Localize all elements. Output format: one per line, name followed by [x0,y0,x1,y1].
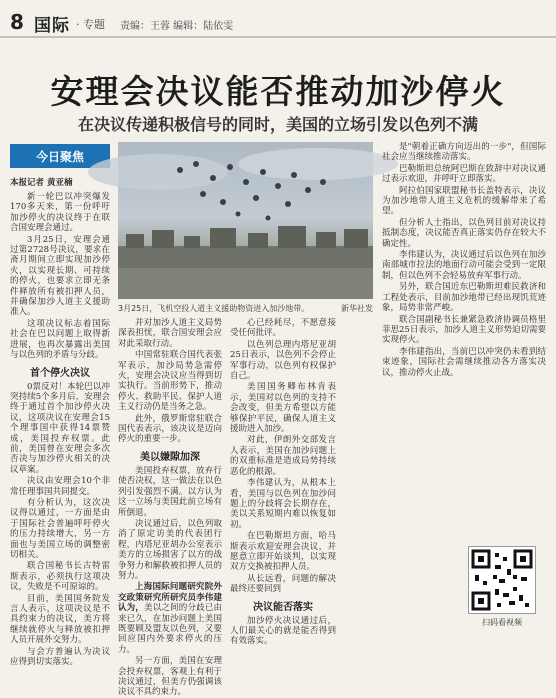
paragraph: 中国常驻联合国代表张军表示，加沙局势急需停火，安理会决议应当得到切实执行。当前形势下，推动停火、救助平民、保护人道主义行动仍是当务之急。 [118,350,222,413]
paragraph: 是"朝着正确方向迈出的一步"，但国际社会应当继续推动落实。 [382,142,546,163]
paragraph: 目前，美国国务院发言人表示，这项决议是不具约束力的决议，美方将继续就停火与释放被扣押人员开展外交努力。 [10,593,110,646]
paragraph: 决议通过后，以色列取消了原定访美的代表团行程，内塔尼亚胡办公室表示美方的立场损害了以方的战争努力和解救被扣押人员的努力。 [118,518,222,581]
today-focus-label: 今日聚焦 [35,150,84,164]
qr-code-block[interactable] [457,546,547,638]
header-rule [0,36,556,38]
photo-credit: 新华社发 [341,304,373,313]
editors-line: 责编：王蓉 编辑：陆依雯 [120,21,234,32]
photo-caption-text: 3月25日，飞机空投人道主义援助物资进入加沙地带。 [118,304,310,313]
paragraph: 0票反对！本轮巴以冲突持续5个多月后，安理会终于通过首个加沙停火决议，这项决议在安理会15个理事国中获得14票赞成，美国投弃权票。此前，美国曾在安理会多次否决与加沙停火相关的决议草案。 [10,381,110,475]
section-heading-rift: 美以嫌隙加深 [140,451,200,463]
paragraph: 美国投弃权票，放弃行使否决权，这一做法在以色列引发强烈不满。以方认为这一立场与美国此前立场有所倒退。 [118,465,222,518]
subheadline: 在决议传递积极信号的同时，美国的立场引发以色列不满 [77,115,478,134]
paragraph: 决议由安理会10个非常任理事国共同提交。 [10,476,110,497]
special-tag: · 专题 [76,18,105,31]
byline: 本报记者 黄亚楠 [10,178,73,188]
paragraph [118,582,222,655]
paragraph: 有分析认为，这次决议得以通过，一方面是由于国际社会普遍呼吁停火的压力持续增大，另一方面也与美国立场的调整密切相关。 [10,497,110,560]
paragraph-text: 美以之间的分歧已由来已久，在加沙问题上美国既要顾及盟友以色列，又要回应国内外要求停火的压力。 [118,603,222,655]
paragraph: 从长远看，问题的解决最终还要回到 [230,573,336,595]
paragraph: 联合国秘书长古特雷斯表示，必须执行这项决议，失败是不可原谅的。 [10,561,110,593]
paragraph: 在巴勒斯坦方面，哈马斯表示欢迎安理会决议，并愿意立即开始谈判，以实现双方交换被扣押人员。 [230,531,336,573]
paragraph: 但分析人士指出，以色列目前对决议持抵制态度，决议能否真正落实仍存在较大不确定性。 [382,217,546,249]
paragraph: 新一轮巴以冲突爆发170多天来，第一份呼吁加沙停火的决议终于在联合国安理会通过。 [10,192,110,234]
paragraph: 阿拉伯国家联盟秘书长盖特表示，决议为加沙地带人道主义危机的缓解带来了希望。 [382,185,546,217]
paragraph: 巴勒斯坦总统阿巴斯在致辞中对决议通过表示欢迎，并呼吁立即落实。 [382,163,546,185]
paragraph: 此外，俄罗斯常驻联合国代表表示，该决议是迈向停火的重要一步。 [118,413,222,445]
page-number: 8 [10,10,24,34]
article-column-4 [382,142,546,540]
airdrop-scene-image [118,142,373,299]
paragraph: 另外，联合国近东巴勒斯坦难民救济和工程处表示，目前加沙地带已经出现饥荒迹象，局势非常严峻。 [382,282,546,314]
paragraph: 心已经耗尽，不愿意接受任何批评。 [230,318,336,339]
paragraph: 对此，伊朗外交部发言人表示，美国在加沙问题上的双重标准是造成局势持续恶化的根源。 [230,435,336,477]
news-photo [118,142,373,299]
paragraph: 加沙停火决议通过后，人们最关心的就是能否得到有效落实。 [230,615,336,647]
paragraph: 并对加沙人道主义局势深表担忧，联合国安理会应对此采取行动。 [118,318,222,349]
photo-caption [118,303,373,314]
paragraph: 这项决议标志着国际社会在巴以问题上取得新进展，也再次暴露出美国与以色列的矛盾与分歧。 [10,318,110,361]
headline: 安理会决议能否推动加沙停火 [50,72,506,111]
section-heading-implementation: 决议能否落实 [253,601,313,613]
paragraph: 联合国副秘书长兼紧急救济协调员格里菲思25日表示，加沙人道主义形势迫切需要实现停火。 [382,314,546,346]
section-heading-ceasefire: 首个停火决议 [30,367,90,379]
paragraph: 3月25日，安理会通过第2728号决议，要求在斋月期间立即实现加沙停火，以实现长期、可持续的停火，也要求立即无条件释放所有被扣押人员，并确保加沙人道主义援助准入。 [10,234,110,318]
paragraph: 与会方普遍认为决议应得到切实落实。 [10,646,110,668]
paragraph: 另一方面，美国在安理会投弃权票，客观上有利于决议通过，但美方仍强调该决议不具约束力。 [118,656,222,698]
paragraph: 李伟建认为，决议通过后以色列在加沙南部城市拉法的地面行动可能会受到一定限制，但以色列不会轻易放弃军事行动。 [382,250,546,281]
section-title: 国际 [34,16,70,36]
article-column-2 [118,318,222,698]
paragraph: 以色列总理内塔尼亚胡25日表示，以色列不会停止军事行动，以色列有权保护自己。 [230,339,336,382]
article-column-1 [10,176,110,668]
paragraph: 李伟建认为，从根本上看，美国与以色列在加沙问题上的分歧将会长期存在，美以关系短期内难以恢复如初。 [230,478,336,530]
page-header [0,0,556,40]
qr-code-graphic [469,547,535,613]
qr-code-icon[interactable] [468,546,536,614]
paragraph: 李伟建指出，当前巴以冲突仍未看到结束迹象，国际社会需继续推动各方落实决议，推动停火止战。 [382,346,546,378]
paragraph: 美国国务卿布林肯表示，美国对以色列的支持不会改变，但美方希望以方能够保护平民，确保人道主义援助进入加沙。 [230,382,336,435]
article-column-3 [230,318,336,647]
bold-lead: 上海国际问题研究院外交政策研究所研究员李伟建认为， [118,582,222,614]
qr-code-label: 扫码看视频 [482,618,522,627]
